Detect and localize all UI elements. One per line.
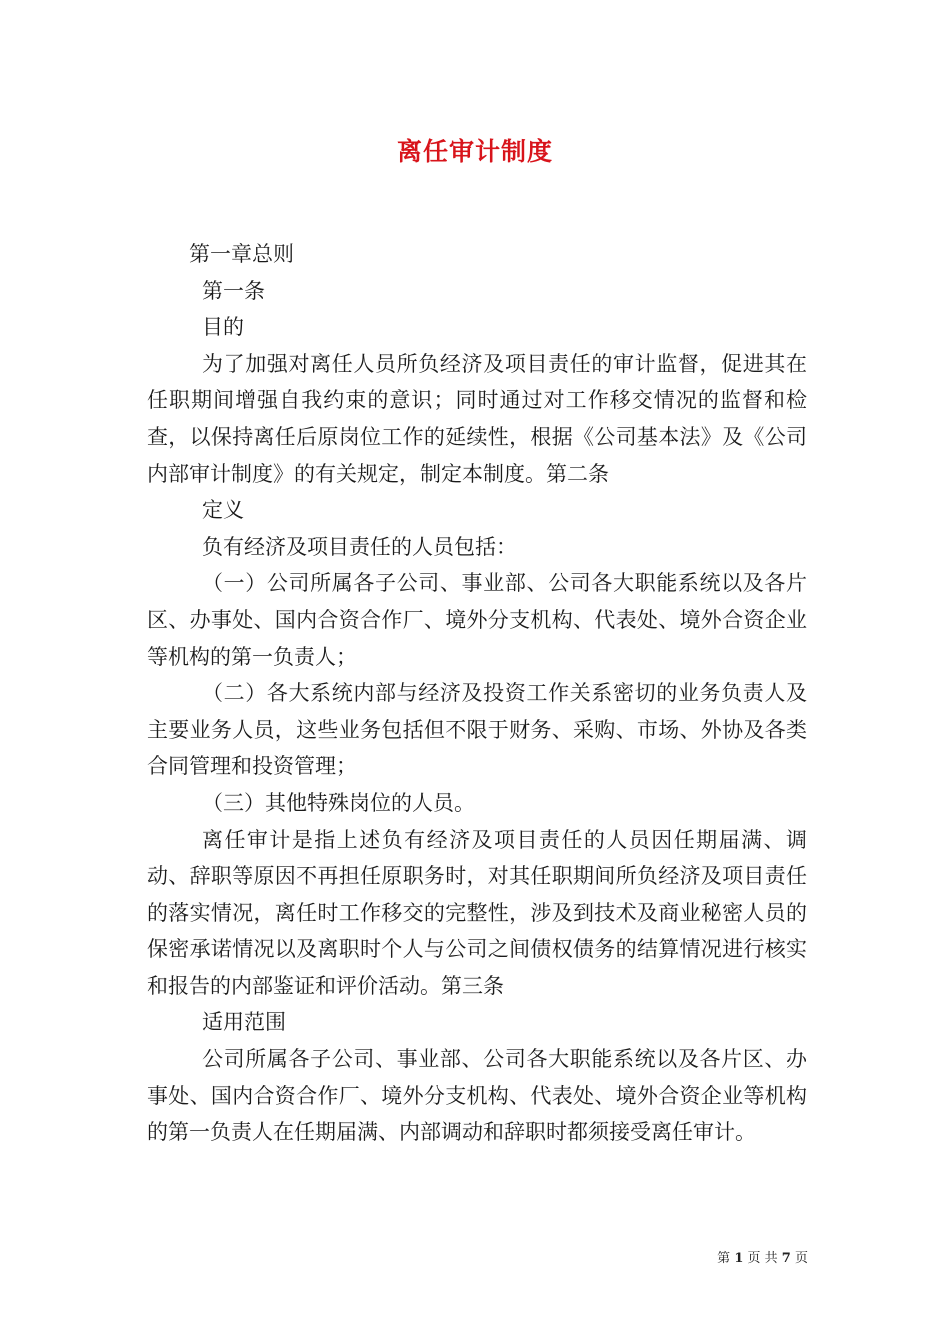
article-2-item-2: （二）各大系统内部与经济及投资工作关系密切的业务负责人及主要业务人员，这些业务包括但不限于财务、采购、市场、外协及各类合同管理和投资管理； bbox=[147, 681, 807, 779]
footer-total-pages: 7 bbox=[781, 1251, 791, 1266]
document-body bbox=[147, 236, 807, 1151]
footer-current-page: 1 bbox=[734, 1251, 744, 1266]
document-title: 离任审计制度 bbox=[396, 137, 553, 166]
article-1-text: 为了加强对离任人员所负经济及项目责任的审计监督，促进其在任职期间增强自我约束的意识；同时通过对工作移交情况的监督和检查，以保持离任后原岗位工作的延续性，根据《公司基本法》及《公司内部审计制度》的有关规定，制定本制度。第二条 bbox=[147, 351, 807, 486]
article-1-subheading: 目的 bbox=[202, 315, 244, 340]
article-3-subheading: 适用范围 bbox=[202, 1010, 286, 1035]
article-2-subheading: 定义 bbox=[202, 498, 244, 523]
article-2-definition: 离任审计是指上述负有经济及项目责任的人员因任期届满、调动、辞职等原因不再担任原职务时，对其任职期间所负经济及项目责任的落实情况，离任时工作移交的完整性，涉及到技术及商业秘密人员的保密承诺情况以及离职时个人与公司之间债权债务的结算情况进行核实和报告的内部鉴证和评价活动。第三条 bbox=[147, 827, 807, 998]
footer-prefix: 第 bbox=[717, 1251, 731, 1266]
footer-suffix: 页 bbox=[794, 1251, 808, 1266]
article-3-text: 公司所属各子公司、事业部、公司各大职能系统以及各片区、办事处、国内合资合作厂、境外分支机构、代表处、境外合资企业等机构的第一负责人在任期届满、内部调动和辞职时都须接受离任审计。 bbox=[147, 1047, 807, 1145]
chapter-heading: 第一章总则 bbox=[189, 242, 294, 266]
article-2-item-1: （一）公司所属各子公司、事业部、公司各大职能系统以及各片区、办事处、国内合资合作厂、境外分支机构、代表处、境外合资企业等机构的第一负责人； bbox=[147, 571, 807, 669]
article-2-intro: 负有经济及项目责任的人员包括： bbox=[202, 534, 517, 559]
page-number-footer bbox=[700, 1247, 808, 1266]
article-1-heading: 第一条 bbox=[202, 278, 265, 303]
article-2-item-3: （三）其他特殊岗位的人员。 bbox=[202, 790, 475, 815]
footer-middle: 页 共 bbox=[747, 1251, 778, 1266]
